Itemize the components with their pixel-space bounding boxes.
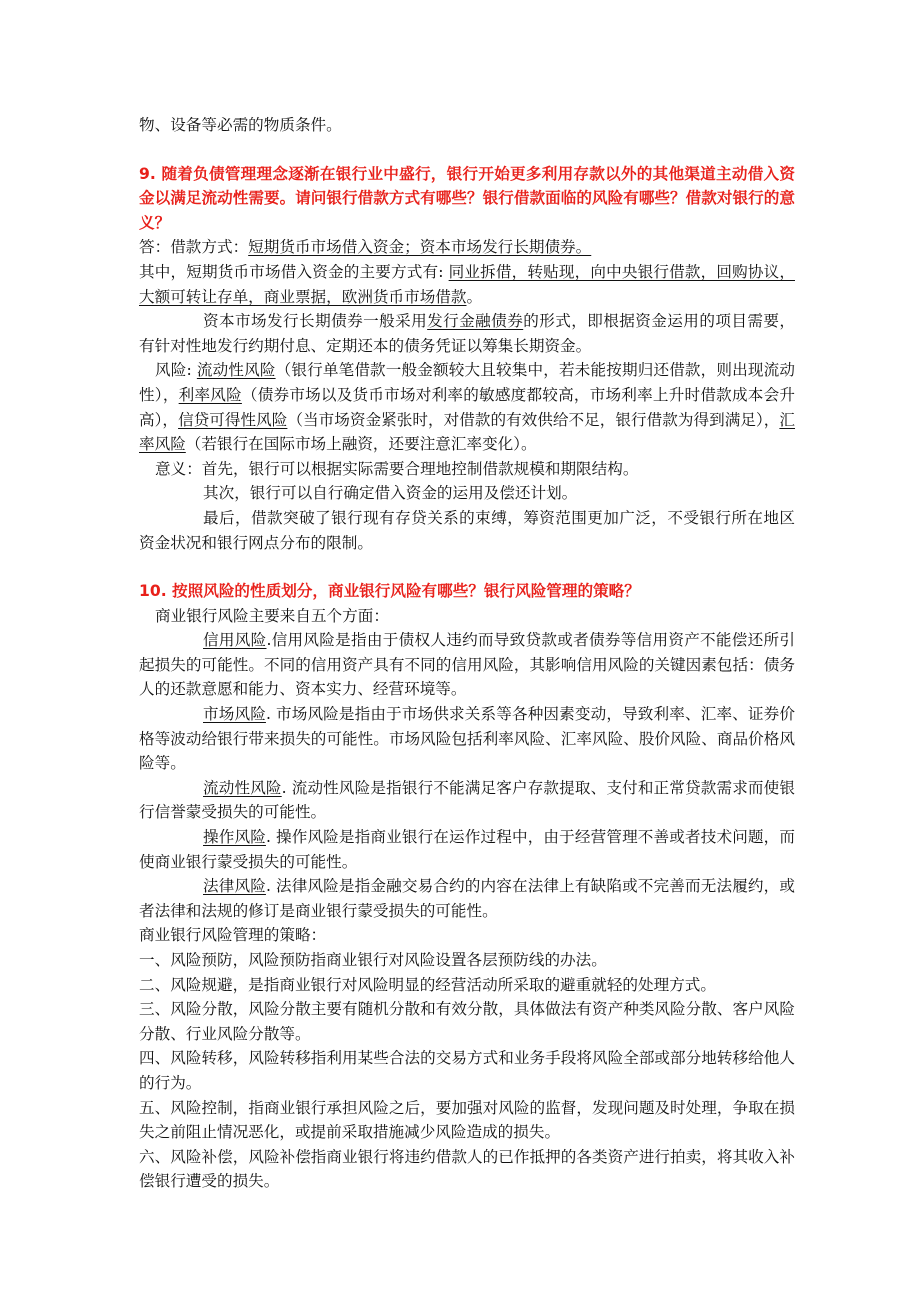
risk-exchange-rate: 汇率风险 xyxy=(139,410,796,454)
q9-meaning-last: 最后，借款突破了银行现有存贷关系的束缚，筹资范围更加广泛，不受银行所在地区资金状况和银行网点分布的限制。 xyxy=(139,508,795,552)
risk-credit-availability-desc: （当市场资金紧张时，对借款的有效供给不足，银行借款为得到满足）， xyxy=(287,410,780,429)
capital-text-c: 的形式，即根据资金运用的项目需要，有针对性地发行约期付息、定期还本的债务凭证以筹集长期资金。 xyxy=(139,312,795,355)
risk-item-name: 信用风险 xyxy=(203,631,267,650)
question-9-title: 9. 随着负债管理理念逐渐在银行业中盛行，银行开始更多利用存款以外的其他渠道主动借入资金以满足流动性需要。请问银行借款方式有哪些？银行借款面临的风险有哪些？借款对银行的意义？ xyxy=(139,164,795,232)
spacer xyxy=(139,138,795,162)
short-term-prefix: 其中，短期货币市场借入资金的主要方式有: xyxy=(139,262,449,281)
short-term-end: 。 xyxy=(466,287,483,306)
continuation-line: 物、设备等必需的物质条件。 xyxy=(139,116,342,134)
risk-item-desc: . 操作风险是指商业银行在运作过程中，由于经营管理不善或者技术问题，而使商业银行蒙受损失的可能性。 xyxy=(139,828,795,871)
strategy-item: 四、风险转移，风险转移指利用某些合法的交易方式和业务手段将风险全部或部分地转移给他人的行为。 xyxy=(139,1049,795,1092)
risk-item-desc: . 市场风险是指由于市场供求关系等各种因素变动，导致利率、汇率、证券价格等波动给银行带来损失的可能性。市场风险包括利率风险、汇率风险、股价风险、商品价格风险等。 xyxy=(139,705,795,773)
q10-intro: 商业银行风险主要来自五个方面： xyxy=(155,606,389,625)
risk-item-desc: .信用风险是指由于债权人违约而导致贷款或者债券等信用资产不能偿还所引起损失的可能性。不同的信用资产具有不同的信用风险，其影响信用风险的关键因素包括：债务人的还款意愿和能力、资本实力、经营环境等。 xyxy=(139,631,795,699)
short-term-methods-list: 同业拆借，转贴现，向中央银行借款，回购协议，大额可转让存单，商业票据，欧洲货币市场借款 xyxy=(139,262,795,306)
risk-interest-rate: 利率风险 xyxy=(178,385,242,404)
risk-item-credit xyxy=(139,628,795,702)
financial-bond-term: 发行金融债券 xyxy=(427,312,524,331)
strategy-item: 六、风险补偿，风险补偿指商业银行将违约借款人的已作抵押的各类资产进行拍卖，将其收入补偿银行遭受的损失。 xyxy=(139,1147,795,1191)
strategy-intro: 商业银行风险管理的策略： xyxy=(139,926,327,945)
risk-item-desc: . 流动性风险是指银行不能满足客户存款提取、支付和正常贷款需求而使银行信誉蒙受损失的可能性。 xyxy=(139,778,795,822)
strategy-item: 三、风险分散，风险分散主要有随机分散和有效分散，具体做法有资产种类风险分散、客户风险分散、行业风险分散等。 xyxy=(139,1000,795,1043)
risk-item-market xyxy=(139,702,795,776)
risk-item-liquidity xyxy=(139,776,795,825)
risk-liquidity: 流动性风险 xyxy=(196,361,276,380)
q9-risks xyxy=(139,358,795,456)
document-body xyxy=(139,113,795,1194)
capital-text-a: 资本市场发行长期债券一般采用 xyxy=(203,312,428,331)
risk-item-operational xyxy=(139,825,795,874)
answer-prefix: 答：借款方式： xyxy=(139,238,249,257)
q9-short-term-methods xyxy=(139,260,795,309)
q9-capital-market xyxy=(139,309,795,358)
strategy-item: 一、风险预防，风险预防指商业银行对风险设置各层预防线的办法。 xyxy=(139,951,607,969)
question-10-title: 10. 按照风险的性质划分，商业银行风险有哪些？银行风险管理的策略？ xyxy=(139,582,640,601)
risk-exchange-rate-desc: （若银行在国际市场上融资，还要注意汇率变化）。 xyxy=(185,435,537,454)
risk-interest-rate-desc: （债券市场以及货币市场对利率的敏感度都较高，市场利率上升时借款成本会升高）， xyxy=(139,385,795,429)
strategy-item: 二、风险规避，是指商业银行对风险明显的经营活动所采取的避重就轻的处理方式。 xyxy=(139,975,716,994)
spacer xyxy=(139,555,795,579)
q9-meaning-second: 其次，银行可以自行确定借入资金的运用及偿还计划。 xyxy=(203,484,578,503)
risk-item-desc: . 法律风险是指金融交易合约的内容在法律上有缺陷或不完善而无法履约，或者法律和法规的修订是商业银行蒙受损失的可能性。 xyxy=(139,877,795,920)
risk-item-name: 流动性风险 xyxy=(203,778,282,797)
risk-item-legal xyxy=(139,874,795,923)
risk-label: 风险: xyxy=(155,361,197,380)
risk-item-name: 法律风险 xyxy=(203,877,266,896)
q9-meaning-first: 意义：首先，银行可以根据实际需要合理地控制借款规模和期限结构。 xyxy=(155,459,639,478)
q9-answer-methods xyxy=(139,235,795,260)
risk-liquidity-desc: （银行单笔借款一般金额较大且较集中，若未能按期归还借款，则出现流动性）， xyxy=(139,361,795,404)
risk-credit-availability: 信贷可得性风险 xyxy=(178,410,288,429)
strategy-item: 五、风险控制，指商业银行承担风险之后，要加强对风险的监督，发现问题及时处理，争取在损失之前阻止情况恶化，或提前采取措施减少风险造成的损失。 xyxy=(139,1098,795,1142)
risk-item-name: 市场风险 xyxy=(203,705,266,724)
risk-item-name: 操作风险 xyxy=(203,828,266,847)
borrowing-methods: 短期货币市场借入资金；资本市场发行长期债券。 xyxy=(248,238,592,257)
